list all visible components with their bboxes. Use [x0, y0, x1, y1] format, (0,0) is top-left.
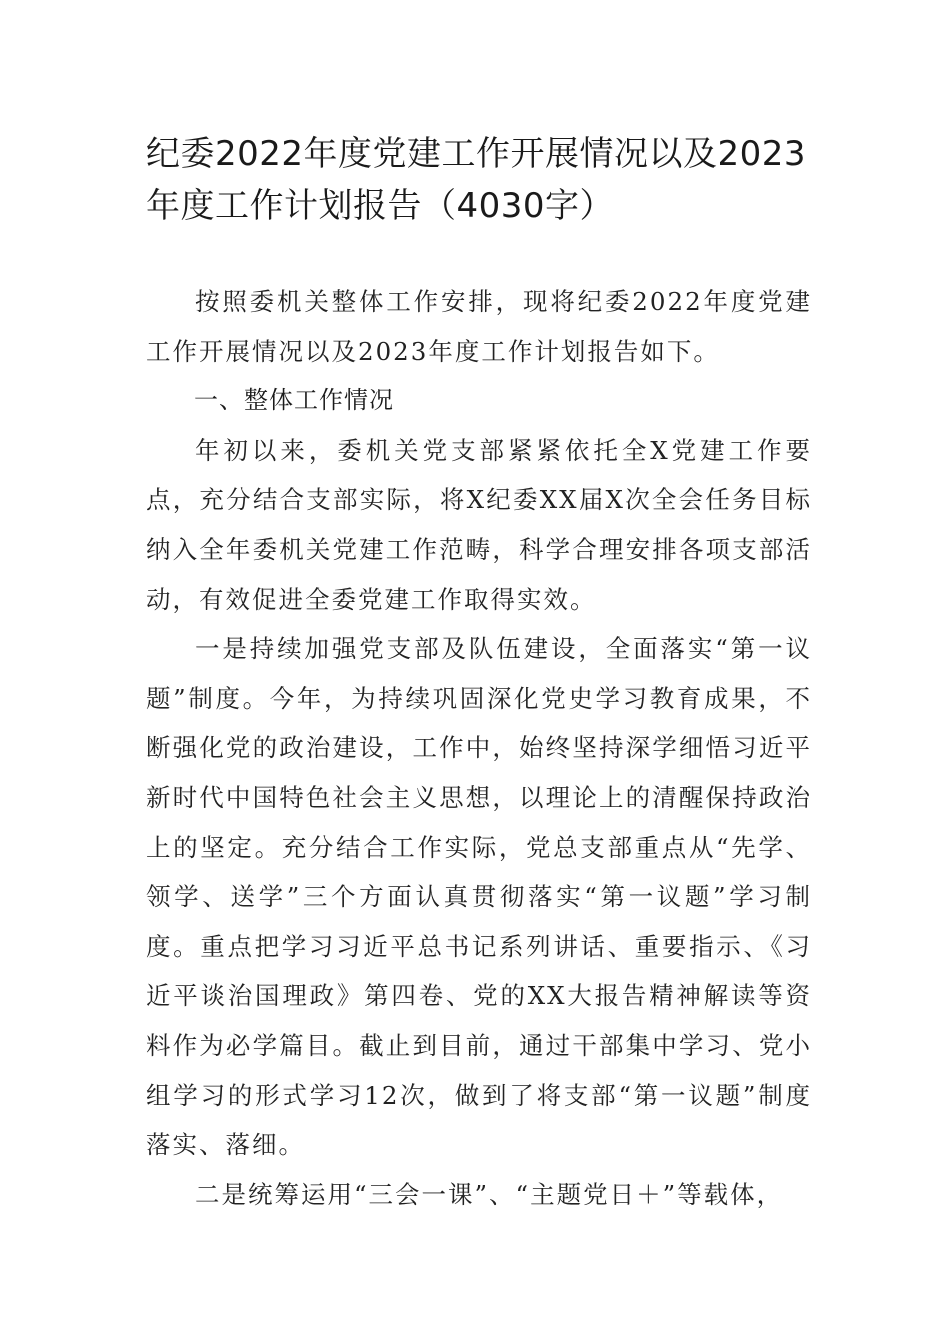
document-title: 纪委2022年度党建工作开展情况以及2023年度工作计划报告（4030字）	[146, 134, 807, 226]
overview-paragraph: 年初以来，委机关党支部紧紧依托全X党建工作要点，充分结合支部实际，将X纪委XX届X次全会任务目标纳入全年委机关党建工作范畴，科学合理安排各项支部活动，有效促进全委党建工作取得实效。	[146, 435, 812, 614]
intro-paragraph: 按照委机关整体工作安排，现将纪委2022年度党建工作开展情况以及2023年度工作计划报告如下。	[146, 287, 812, 366]
document-body	[146, 277, 812, 1219]
point-one-paragraph: 一是持续加强党支部及队伍建设，全面落实“第一议题”制度。今年，为持续巩固深化党史学习教育成果，不断强化党的政治建设，工作中，始终坚持深学细悟习近平新时代中国特色社会主义思想，以理论上的清醒保持政治上的坚定。充分结合工作实际，党总支部重点从“先学、领学、送学”三个方面认真贯彻落实“第一议题”学习制度。重点把学习习近平总书记系列讲话、重要指示、《习近平谈治国理政》第四卷、党的XX大报告精神解读等资料作为必学篇目。截止到目前，通过干部集中学习、党小组学习的形式学习12次，做到了将支部“第一议题”制度落实、落细。	[146, 634, 812, 1160]
point-two-paragraph: 二是统筹运用“三会一课”、“主题党日＋”等载体，	[195, 1179, 784, 1209]
section-heading-overall: 一、整体工作情况	[194, 386, 394, 415]
